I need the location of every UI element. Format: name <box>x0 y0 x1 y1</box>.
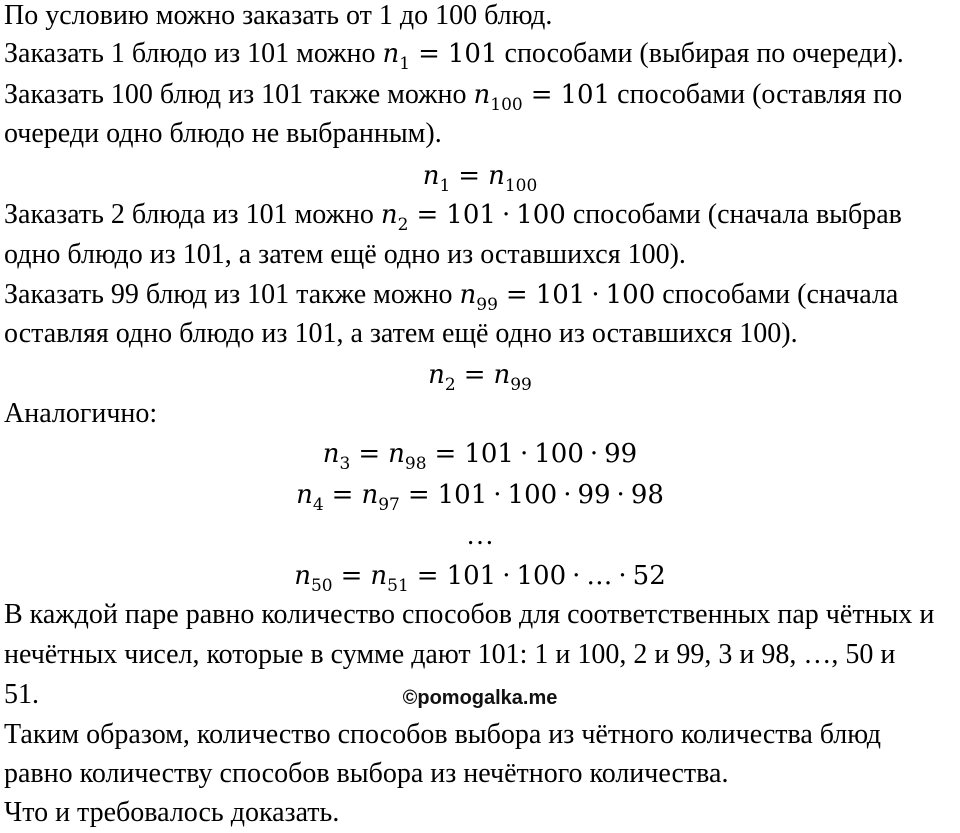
math-number: 101 <box>437 480 488 510</box>
math-number: 99 <box>604 439 638 469</box>
math-var: n <box>322 439 340 469</box>
math-number: 101 <box>446 561 497 591</box>
math-dot: · <box>572 561 581 591</box>
text-line-7: одно блюдо из 101, а затем ещё одно из оставшихся 100). <box>4 239 686 270</box>
math-subscript: 100 <box>504 176 538 196</box>
math-dot: · <box>493 480 502 510</box>
math-number: 99 <box>577 480 611 510</box>
math-subscript: 4 <box>312 495 324 515</box>
text-line-9: оставляя одно блюдо из 101, а затем ещё одно из оставшихся 100). <box>4 318 798 349</box>
text-fragment: способами (оставляя по <box>610 79 903 110</box>
text-line-21: Что и требовалось доказать. <box>4 797 340 828</box>
math-equals: = <box>505 280 528 310</box>
math-equals: = <box>418 39 440 69</box>
watermark: ©pomogalka.me <box>402 687 558 709</box>
math-equals: = <box>463 360 486 390</box>
text-fragment: Заказать 2 блюда из 101 можно <box>4 199 381 230</box>
math-subscript: 99 <box>510 375 532 395</box>
math-number: 100 <box>534 439 584 469</box>
math-equals: = <box>530 80 553 110</box>
text-line-1: По условию можно заказать от 1 до 100 блюд. <box>4 0 553 31</box>
text-fragment: Заказать 99 блюд из 101 также можно <box>4 279 460 310</box>
math-subscript: 1 <box>439 176 451 196</box>
math-dot: · <box>589 439 599 469</box>
math-dot: · <box>616 480 625 510</box>
math-equals: = <box>331 480 354 510</box>
math-var: n <box>380 200 398 230</box>
math-ellipsis: … <box>586 561 613 591</box>
math-subscript: 2 <box>397 215 409 235</box>
math-var: n <box>459 280 477 310</box>
math-equals: = <box>458 161 481 191</box>
math-equals: = <box>358 439 381 469</box>
math-subscript: 2 <box>444 375 456 395</box>
math-number: 100 <box>605 280 656 310</box>
ellipsis: … <box>466 520 494 551</box>
formula-ellipsis <box>0 516 960 556</box>
math-var: n <box>370 561 388 591</box>
text-line-18: 51. <box>4 679 39 710</box>
math-number: 100 <box>516 200 566 230</box>
math-number: 101 <box>446 200 496 230</box>
math-number: 52 <box>632 561 666 591</box>
text-fragment: способами (сначала <box>655 279 899 310</box>
math-var: n <box>361 480 379 510</box>
math-dot: · <box>563 480 572 510</box>
text-line-17: нечётных чисел, которые в сумме дают 101: 1 и 100, 2 и 99, 3 и 98, …, 50 и <box>4 639 896 670</box>
text-fragment: Заказать 1 блюдо из 101 можно <box>4 38 383 69</box>
math-var: n <box>382 39 400 69</box>
math-equals: = <box>434 439 457 469</box>
math-equals: = <box>416 200 439 230</box>
math-number: 101 <box>464 439 514 469</box>
math-subscript: 3 <box>339 454 351 474</box>
math-subscript: 100 <box>490 95 523 115</box>
math-var: n <box>428 360 445 390</box>
math-subscript: 97 <box>378 495 400 515</box>
math-dot: · <box>502 561 511 591</box>
text-fragment: способами (выбирая по очереди). <box>497 38 904 69</box>
math-var: n <box>422 161 440 191</box>
text-fragment: способами (сначала выбрав <box>565 199 902 230</box>
text-line-11: Аналогично: <box>4 398 158 429</box>
math-subscript: 51 <box>387 576 409 596</box>
math-subscript: 99 <box>476 295 498 315</box>
math-var: n <box>388 439 405 469</box>
math-number: 101 <box>560 80 611 110</box>
math-var: n <box>493 360 511 390</box>
math-subscript: 1 <box>399 54 411 74</box>
math-var: n <box>294 561 311 591</box>
math-subscript: 50 <box>310 576 333 596</box>
math-number: 101 <box>535 280 586 310</box>
math-subscript: 98 <box>404 454 427 474</box>
text-line-20: равно количеству способов выбора из нечётного количества. <box>4 758 729 789</box>
math-dot: · <box>591 280 600 310</box>
math-var: n <box>488 161 505 191</box>
text-line-19: Таким образом, количество способов выбора из чётного количества блюд <box>4 719 882 750</box>
math-number: 101 <box>447 39 498 69</box>
text-line-4: очереди одно блюдо не выбранным). <box>4 118 442 149</box>
math-var: n <box>296 480 313 510</box>
math-dot: · <box>519 439 529 469</box>
math-dot: · <box>501 200 511 230</box>
math-number: 100 <box>507 480 558 510</box>
math-equals: = <box>340 561 363 591</box>
text-line-16: В каждой паре равно количество способов для соответственных пар чётных и <box>4 599 935 630</box>
math-var: n <box>473 80 491 110</box>
text-fragment: Заказать 100 блюд из 101 также можно <box>4 79 474 110</box>
math-number: 98 <box>630 480 664 510</box>
math-equals: = <box>407 480 430 510</box>
math-dot: · <box>618 561 627 591</box>
math-number: 100 <box>516 561 567 591</box>
math-equals: = <box>416 561 439 591</box>
